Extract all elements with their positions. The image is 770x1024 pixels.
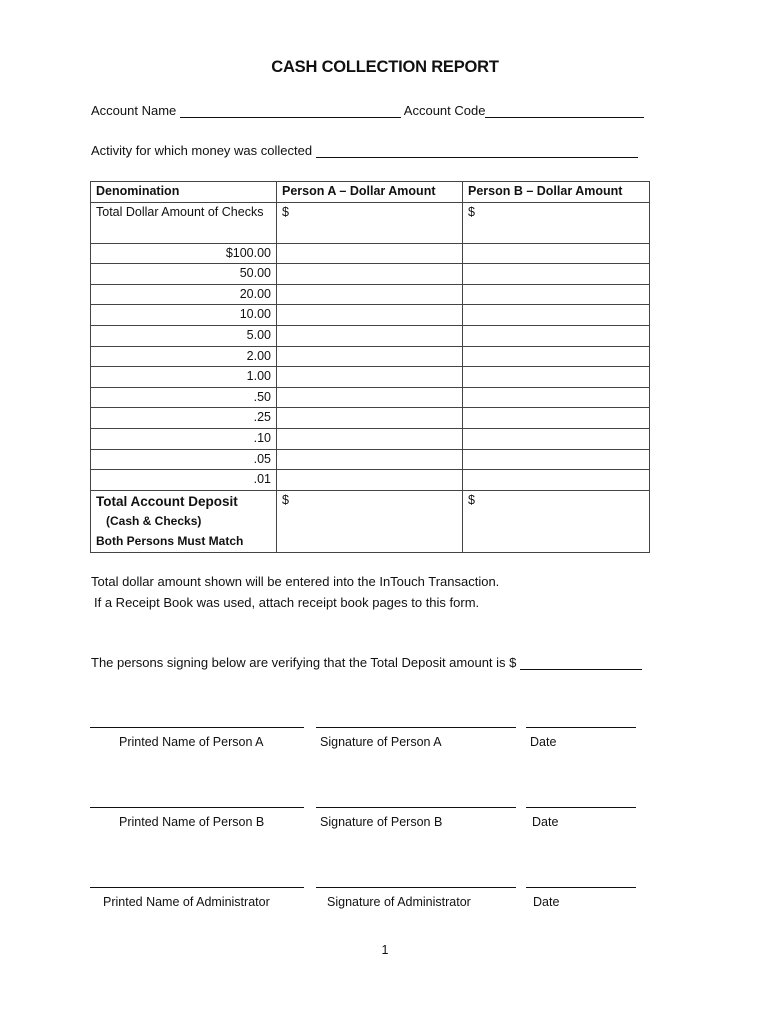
person-b-cell[interactable] (463, 470, 650, 491)
table-row (91, 408, 650, 429)
total-deposit-field[interactable] (520, 655, 642, 670)
total-row (91, 490, 650, 552)
header-person-b: Person B – Dollar Amount (463, 182, 650, 203)
person-a-cell[interactable] (277, 346, 463, 367)
person-a-cell[interactable] (277, 387, 463, 408)
note-line-2: If a Receipt Book was used, attach receipt book pages to this form. (94, 595, 480, 610)
person-b-cell[interactable] (463, 284, 650, 305)
person-a-cell[interactable] (277, 284, 463, 305)
person-b-cell[interactable] (463, 305, 650, 326)
table-row (91, 428, 650, 449)
activity-label: Activity for which money was collected (91, 143, 313, 158)
person-b-cell[interactable] (463, 367, 650, 388)
denomination-label: 2.00 (91, 346, 277, 367)
header-denomination: Denomination (91, 182, 277, 203)
page-number: 1 (381, 943, 389, 957)
date-a-label: Date (530, 735, 557, 749)
must-match-note: Both Persons Must Match (96, 533, 244, 548)
cash-table (90, 181, 650, 553)
note-line-1: Total dollar amount shown will be entered into the InTouch Transaction. (91, 574, 500, 589)
account-code-label: Account Code (403, 103, 486, 118)
person-b-cell[interactable] (463, 243, 650, 264)
table-row (91, 284, 650, 305)
printed-name-b-label: Printed Name of Person B (119, 815, 265, 829)
activity-row (91, 143, 638, 158)
denomination-label: .25 (91, 408, 277, 429)
page-title: CASH COLLECTION REPORT (271, 58, 499, 76)
date-line-a[interactable] (526, 727, 636, 728)
account-name-field[interactable] (180, 103, 401, 118)
person-a-cell[interactable] (277, 325, 463, 346)
checks-label: Total Dollar Amount of Checks (91, 202, 277, 243)
table-row (91, 243, 650, 264)
printed-name-a-label: Printed Name of Person A (119, 735, 264, 749)
denomination-label: $100.00 (91, 243, 277, 264)
person-a-cell[interactable] (277, 264, 463, 285)
account-code-field[interactable] (485, 103, 644, 118)
printed-name-line-b[interactable] (90, 807, 304, 808)
person-b-cell[interactable] (463, 325, 650, 346)
denomination-label: 1.00 (91, 367, 277, 388)
denomination-label: .05 (91, 449, 277, 470)
date-b-label: Date (532, 815, 559, 829)
date-admin-label: Date (533, 895, 560, 909)
activity-field[interactable] (316, 143, 638, 158)
header-person-a: Person A – Dollar Amount (277, 182, 463, 203)
signature-line-admin[interactable] (316, 887, 516, 888)
person-a-cell[interactable] (277, 449, 463, 470)
total-person-b-cell[interactable]: $ (463, 490, 650, 552)
person-b-cell[interactable] (463, 428, 650, 449)
denomination-label: .01 (91, 470, 277, 491)
checks-row (91, 202, 650, 243)
signature-a-label: Signature of Person A (320, 735, 442, 749)
table-header-row (91, 182, 650, 203)
person-a-cell[interactable] (277, 470, 463, 491)
denomination-label: 50.00 (91, 264, 277, 285)
checks-person-a-cell[interactable]: $ (277, 202, 463, 243)
total-person-a-cell[interactable]: $ (277, 490, 463, 552)
table-row (91, 264, 650, 285)
account-name-row (91, 103, 644, 118)
printed-name-line-a[interactable] (90, 727, 304, 728)
denomination-label: .10 (91, 428, 277, 449)
total-label-cell (91, 490, 277, 552)
denomination-label: 20.00 (91, 284, 277, 305)
table-row (91, 305, 650, 326)
table-row (91, 346, 650, 367)
person-a-cell[interactable] (277, 243, 463, 264)
person-b-cell[interactable] (463, 264, 650, 285)
printed-name-admin-label: Printed Name of Administrator (103, 895, 270, 909)
person-a-cell[interactable] (277, 305, 463, 326)
checks-person-b-cell[interactable]: $ (463, 202, 650, 243)
person-a-cell[interactable] (277, 408, 463, 429)
person-b-cell[interactable] (463, 449, 650, 470)
verify-row (91, 655, 642, 670)
account-name-label: Account Name (91, 103, 177, 118)
date-line-admin[interactable] (526, 887, 636, 888)
denomination-label: .50 (91, 387, 277, 408)
signature-admin-label: Signature of Administrator (327, 895, 471, 909)
person-a-cell[interactable] (277, 428, 463, 449)
person-a-cell[interactable] (277, 367, 463, 388)
person-b-cell[interactable] (463, 387, 650, 408)
signature-b-label: Signature of Person B (320, 815, 443, 829)
table-row (91, 325, 650, 346)
table-row (91, 387, 650, 408)
signature-line-b[interactable] (316, 807, 516, 808)
cash-checks-note: (Cash & Checks) (106, 513, 202, 528)
denomination-label: 5.00 (91, 325, 277, 346)
person-b-cell[interactable] (463, 408, 650, 429)
table-row (91, 470, 650, 491)
total-deposit-label: Total Account Deposit (96, 493, 238, 509)
table-row (91, 367, 650, 388)
denomination-label: 10.00 (91, 305, 277, 326)
printed-name-line-admin[interactable] (90, 887, 304, 888)
person-b-cell[interactable] (463, 346, 650, 367)
table-row (91, 449, 650, 470)
signature-line-a[interactable] (316, 727, 516, 728)
date-line-b[interactable] (526, 807, 636, 808)
verify-text: The persons signing below are verifying that the Total Deposit amount is $ (91, 655, 517, 670)
